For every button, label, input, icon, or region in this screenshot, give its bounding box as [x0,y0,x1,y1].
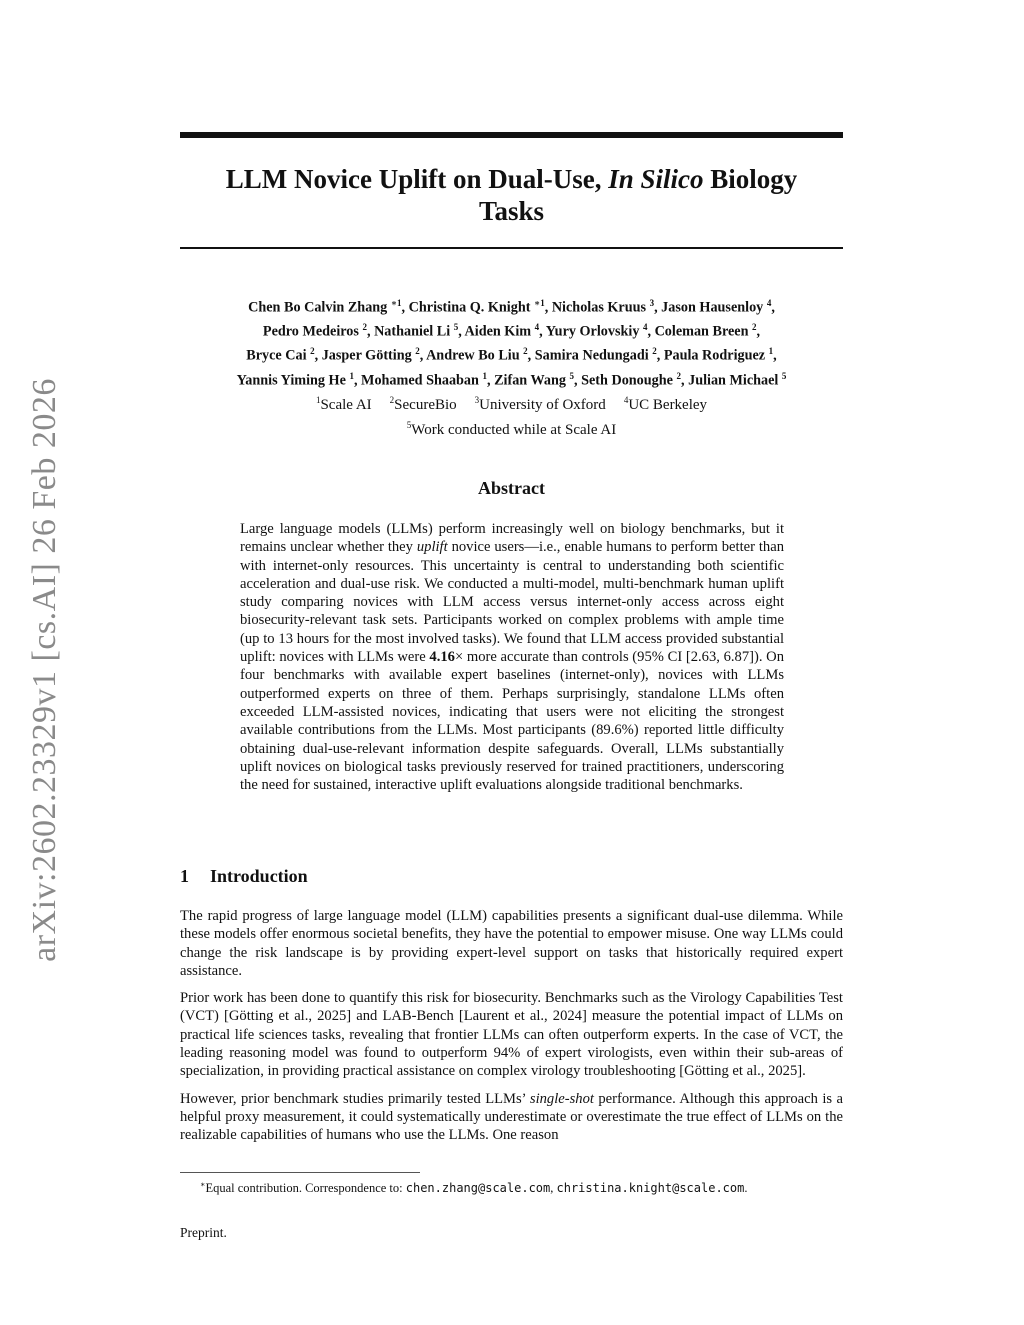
section-number: 1 [180,866,189,886]
abstract-text: × more accurate than controls (95% CI [2.63, 6.87]). On four benchmarks with available expert baselines (internet-only), novices with LLMs outperformed experts on three of them. Perhaps surprisingly, standalone LLMs often exceeded LLM-assisted novices, indicating that users were not eliciting the strongest available contributions from the LLMs. Most participants (89.6%) reported little difficulty obtaining dual-use-relevant information despite safeguards. Overall, LLMs substantially uplift novices on biological tasks previously reserved for trained practitioners, underscoring the need for sustained, interactive uplift evaluations alongside traditional benchmarks. [240,649,784,794]
affil-marker: 1 [315,395,321,405]
affil-marker: 2 [389,395,395,405]
author-affil-marker: 2 [652,346,657,357]
footnote-sep: , [550,1181,557,1196]
title-italic: In Silico [608,164,704,194]
author-affil-marker: 2 [310,346,315,357]
section-title: Introduction [210,866,308,886]
abstract-bold-value: 4.16 [429,649,455,666]
footnote-marker: ∗ [200,1180,206,1189]
author: Seth Donoughe [581,372,673,389]
author-affil-marker: 4 [642,322,648,333]
paragraph [180,1090,843,1145]
footnote-rule [180,1172,420,1173]
abstract-text: novice users—i.e., enable humans to perform better than with internet-only resources. This uncertainty is central to understanding both scientific acceleration and dual-use risk. We conducted a multi-model, multi-benchmark human uplift study comparing novices with LLM access versus internet-only access across eight biosecurity-relevant task sets. Participants worked on complex problems with ample time (up to 13 hours for the most involved tasks). We found that LLM access provided substantial uplift: novices with LLMs were [240,539,784,666]
affiliation: UC Berkeley [628,397,708,413]
abstract-heading: Abstract [478,478,545,498]
affiliation: SecureBio [394,397,457,413]
author-affil-marker: 5 [781,370,787,381]
email-link[interactable]: christina.knight@scale.com [556,1181,745,1196]
author: Nathaniel Li [374,323,451,340]
author-affil-marker: 5 [453,322,459,333]
affil-marker: 4 [623,395,629,405]
title-rule-bottom [180,247,843,249]
section-heading-introduction [180,866,308,887]
title-text: LLM Novice Uplift on Dual-Use, [225,164,609,194]
footnote [200,1177,747,1196]
arxiv-id: arXiv:2602.23329v1 [cs.AI] 26 Feb 2026 [26,378,64,962]
arxiv-stamp [20,380,70,960]
title-text-2: Biology [703,164,798,194]
affiliation: Work conducted while at Scale AI [411,421,617,438]
author: Paula Rodriguez [663,348,766,365]
abstract-emphasis: uplift [416,539,448,556]
paragraph: The rapid progress of large language model (LLM) capabilities presents a significant dual-use dilemma. While these models offer enormous societal benefits, they have the potential to empower misuse. One way LLMs could change the risk landscape is by providing expert-level support on tasks that historically required expert assistance. [180,908,843,979]
author-affil-marker: ∗1 [390,298,402,308]
author-affil-marker: 1 [349,370,354,381]
author-list: Chen Bo Calvin Zhang $^{∗1}$, Christina Q. Knight $^{∗1}$, Nicholas Kruus $^3$, Jason Hausenloy $^4$, Pedro Medeiros $^2$, Nathaniel Li $^5$, Aiden Kim $^4$, Yury Orlovskiy $^4$, Coleman Breen $^2$, Bryce Cai $^2$, Jasper Götting $^2$, Andrew Bo Liu $^2$, Samira Nedungadi $^2$, Paula Rodriguez $^1$, Yannis Yiming He $^1$, Mohamed Shaaban $^1$, Zifan Wang $^5$, Seth Donoughe $^2$, Julian Michael $^5$ [236,298,787,389]
author: Zifan Wang [494,372,566,389]
author-affil-marker: 4 [766,298,772,308]
author-affil-marker: 1 [768,346,774,357]
preprint-label: Preprint. [180,1225,227,1240]
email-link[interactable]: chen.zhang@scale.com [405,1181,551,1196]
affiliations [180,391,843,440]
author-affil-marker: 2 [676,370,681,381]
affiliation: Scale AI [320,397,372,413]
footnote-end: . [744,1181,748,1196]
paper-title [180,163,843,227]
introduction-body [180,907,843,1154]
author: Coleman Breen [654,323,749,340]
author: Bryce Cai [246,348,307,365]
author-affil-marker: 1 [482,370,487,381]
affiliation: University of Oxford [479,397,606,413]
affil-marker: 5 [406,419,412,430]
author-affil-marker: 2 [415,346,420,357]
author: Yannis Yiming He [236,372,346,389]
author-affil-marker: 3 [649,298,655,308]
author: Chen Bo Calvin Zhang [248,299,388,316]
author: Aiden Kim [464,323,532,340]
author-affil-marker: ∗1 [534,298,545,308]
author: Mohamed Shaaban [361,372,479,389]
author-affil-marker: 5 [569,370,574,381]
author-affil-marker: 2 [523,346,528,357]
affil-marker: 3 [474,395,480,405]
author: Jason Hausenloy [661,299,764,316]
footnote-text: Equal contribution. Correspondence to: [205,1181,406,1196]
author: Christina Q. Knight [408,299,531,316]
author-affil-marker: 2 [752,322,757,333]
title-line2: Tasks [478,196,545,226]
paragraph-text: However, prior benchmark studies primarily tested LLMs’ [180,1090,530,1107]
author: Andrew Bo Liu [426,348,520,365]
author: Yury Orlovskiy [545,323,640,340]
paragraph-emphasis: single-shot [529,1090,594,1107]
author-affil-marker: 4 [534,322,540,333]
author-affil-marker: 2 [362,322,367,333]
author: Jasper Götting [321,348,412,365]
author: Julian Michael [688,372,779,389]
author: Pedro Medeiros [262,323,359,340]
paragraph-text: performance. Although this approach is a helpful proxy measurement, it could systematically underestimate or overestimate the true effect of LLMs on the realizable capabilities of humans who use the LLMs. One reason [180,1090,843,1144]
abstract-body [240,520,784,794]
title-rule-top [180,132,843,138]
author: Nicholas Kruus [551,299,647,316]
abstract-text: Large language models (LLMs) perform increasingly well on biology benchmarks, but it remains unclear whether they [240,521,784,556]
author: Samira Nedungadi [534,348,649,365]
paragraph: Prior work has been done to quantify this risk for biosecurity. Benchmarks such as the Virology Capabilities Test (VCT) [Götting et al., 2025] and LAB-Bench [Laurent et al., 2024] measure the potential impact of LLMs on practical life sciences tasks, revealing that frontier LLMs can often outperform experts. In the case of VCT, the leading reasoning model was found to outperform 94% of expert virologists, even within their sub-areas of specialization, in providing practical assistance on complex virology troubleshooting [Götting et al., 2025]. [180,990,843,1080]
